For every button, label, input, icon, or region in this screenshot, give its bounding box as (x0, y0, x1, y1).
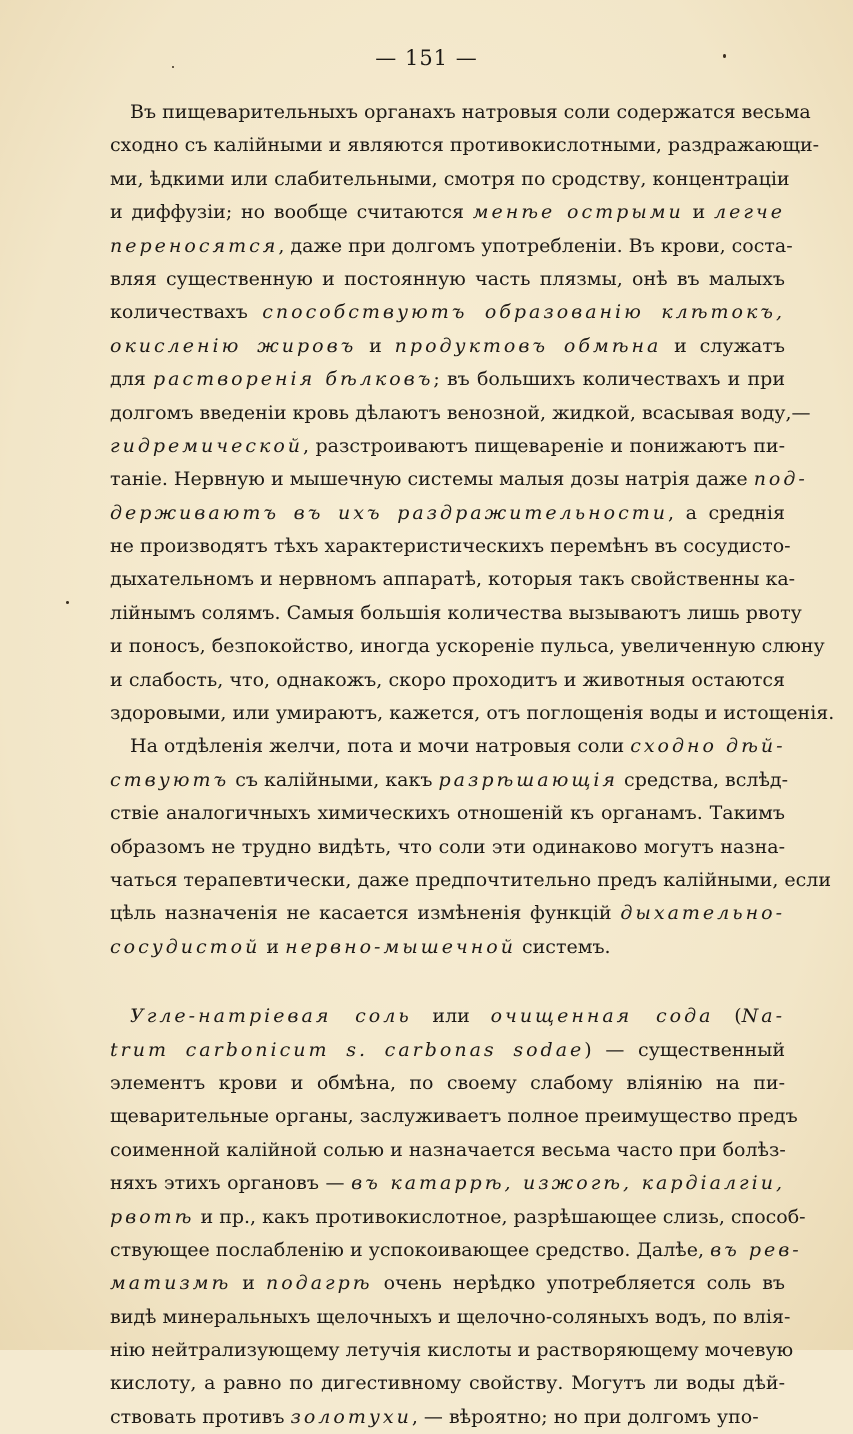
text-run: и (260, 935, 286, 958)
text-run: ми, ѣдкими или слабительными, смотря по сродству, концентраціи (110, 167, 790, 190)
text-run: соименной калійной солью и назначается весьма часто при болѣз- (110, 1138, 786, 1161)
emphasis-text: Угле-натріевая соль (130, 1005, 412, 1028)
text-run: или (411, 1005, 491, 1028)
text-line (110, 1334, 794, 1367)
emphasis-text: разрѣшающія (438, 768, 619, 791)
text-line (110, 664, 785, 697)
text-line (110, 563, 796, 596)
paper-speck (172, 66, 174, 68)
text-run: цѣль назначенія не касается измѣненія функцій (110, 902, 621, 925)
text-run: не производятъ тѣхъ характеристическихъ перемѣнъ въ сосудисто- (110, 535, 791, 558)
text-run: ствіе аналогичныхъ химическихъ отношеній къ органамъ. Такимъ (110, 802, 785, 825)
emphasis-text: нервно-мышечной (285, 935, 516, 958)
paper-speck (723, 54, 726, 58)
text-line (110, 96, 811, 129)
text-run: и диффузіи; но вообще считаются (110, 201, 473, 224)
text-line (110, 1367, 785, 1400)
emphasis-text: матизмѣ (110, 1272, 232, 1295)
text-run: , — вѣроятно; но при долгомъ упо- (411, 1405, 759, 1428)
page-number: — 151 — (375, 46, 478, 70)
text-run: ( (713, 1005, 742, 1028)
text-line (110, 1234, 802, 1267)
text-run: вляя существенную и постоянную часть плязмы, онѣ въ малыхъ (110, 267, 785, 290)
emphasis-text: сходно дѣй- (630, 735, 786, 758)
emphasis-text: менѣе острыми (472, 201, 684, 224)
emphasis-text: въ катаррѣ, изжогѣ, кардіалгіи, (351, 1172, 785, 1195)
text-run: На отдѣленія желчи, пота и мочи натровыя соли (130, 735, 631, 758)
text-run: нію нейтрализующему летучія кислоты и растворяющему мочевую (110, 1339, 794, 1362)
text-line (110, 864, 832, 897)
text-line (110, 1267, 785, 1300)
text-line (110, 1401, 785, 1434)
text-run: няхъ этихъ органовъ — (110, 1172, 352, 1195)
text-line (110, 163, 790, 196)
text-run: и служатъ (661, 334, 785, 357)
text-run: таніе. Нервную и мышечную системы малыя дозы натрія даже (110, 468, 754, 491)
text-line (110, 897, 785, 930)
text-run: количествахъ (110, 301, 263, 324)
text-run: лійнымъ солямъ. Самыя большія количества вызываютъ лишь рвоту (110, 601, 802, 624)
text-run: долгомъ введеніи кровь дѣлаютъ венозной, жидкой, всасывая воду,— (110, 401, 811, 424)
text-run: и (683, 201, 714, 224)
emphasis-text: переносятся (110, 234, 279, 257)
text-run: щеварительные органы, заслуживаетъ полное преимущество предъ (110, 1105, 798, 1128)
text-line (110, 196, 785, 229)
text-line (110, 1301, 791, 1334)
text-line (110, 129, 820, 162)
text-run: элементъ крови и обмѣна, по своему слабому вліянію на пи- (110, 1071, 785, 1094)
text-run: и поносъ, безпокойство, иногда ускореніе пульса, увеличенную слюну (110, 635, 825, 658)
emphasis-text: Na- (741, 1005, 786, 1028)
text-run: , даже при долгомъ употребленіи. Въ крови, соста- (278, 234, 793, 257)
text-line (110, 730, 785, 763)
text-line (110, 1100, 798, 1133)
text-run: ствующее послабленію и успокоивающее средство. Далѣе, (110, 1238, 711, 1261)
text-line (110, 263, 785, 296)
text-line (110, 764, 789, 797)
text-line (110, 430, 785, 463)
emphasis-text: способствуютъ образованію клѣтокъ, (262, 301, 785, 324)
emphasis-text: продуктовъ обмѣна (394, 334, 662, 357)
text-line (110, 1201, 806, 1234)
text-run: очень нерѣдко употребляется соль въ (372, 1272, 785, 1295)
paragraph-gap (110, 964, 785, 1000)
emphasis-text: держиваютъ въ ихъ раздражительности (110, 501, 668, 524)
text-line (110, 1034, 785, 1067)
text-line (110, 230, 793, 263)
text-run: и (231, 1272, 266, 1295)
emphasis-text: гидремической (110, 434, 304, 457)
emphasis-text: дыхательно- (620, 902, 785, 925)
text-run: и (356, 334, 395, 357)
text-line (110, 1167, 785, 1200)
text-line (110, 463, 808, 496)
emphasis-text: под- (753, 468, 808, 491)
emphasis-text: trum carbonicum s. carbonas sodae (110, 1038, 585, 1061)
text-run: и слабость, что, однакожъ, скоро проходитъ и животныя остаются (110, 668, 785, 691)
emphasis-text: рвотѣ (110, 1205, 195, 1228)
text-line (110, 597, 802, 630)
text-line (110, 797, 785, 830)
text-run: средства, вслѣд- (618, 768, 789, 791)
emphasis-text: легче (713, 201, 785, 224)
emphasis-text: въ рев- (710, 1238, 802, 1261)
emphasis-text: подагрѣ (266, 1272, 373, 1295)
text-line (110, 397, 811, 430)
page-body-text (110, 96, 835, 1434)
text-run: Въ пищеварительныхъ органахъ натровыя соли содержатся весьма (130, 101, 811, 123)
text-run: кислоту, а равно по дигестивному свойству. Могутъ ли воды дѣй- (110, 1372, 785, 1395)
text-run: для (110, 368, 153, 391)
text-run: съ калійными, какъ (229, 768, 439, 791)
text-line (110, 1067, 785, 1100)
text-line (110, 1000, 785, 1033)
text-run: , разстроиваютъ пищевареніе и понижаютъ пи- (303, 434, 785, 457)
text-run: ; въ большихъ количествахъ и при (433, 368, 786, 391)
text-run: , а среднія (667, 501, 785, 524)
text-line (110, 330, 785, 363)
paper-speck (66, 601, 69, 604)
emphasis-text: растворенія бѣлковъ (152, 368, 434, 391)
emphasis-text: окисленію жировъ (110, 334, 357, 357)
text-run: и пр., какъ противокислотное, разрѣшающее слизь, способ- (194, 1205, 806, 1228)
text-line (110, 497, 785, 530)
text-line (110, 363, 785, 396)
text-run: дыхательномъ и нервномъ аппаратѣ, которыя такъ свойственны ка- (110, 568, 796, 591)
text-run: системъ. (515, 935, 611, 958)
text-run: видѣ минеральныхъ щелочныхъ и щелочно-соляныхъ водъ, по влія- (110, 1305, 791, 1328)
text-line (110, 697, 835, 730)
text-line (110, 931, 785, 964)
text-run: ) — существенный (584, 1038, 785, 1061)
text-run: сходно съ калійными и являются противокислотными, раздражающи- (110, 134, 820, 157)
emphasis-text: сосудистой (110, 935, 261, 958)
text-line (110, 530, 791, 563)
text-line (110, 831, 785, 864)
emphasis-text: золотухи (290, 1405, 412, 1428)
text-line (110, 630, 825, 663)
text-line (110, 1134, 785, 1167)
text-run: ствовать противъ (110, 1405, 291, 1428)
text-line (110, 296, 785, 329)
emphasis-text: очищенная сода (490, 1005, 714, 1028)
emphasis-text: ствуютъ (110, 768, 230, 791)
text-run: чаться терапевтически, даже предпочтительно предъ калійными, если (110, 868, 832, 891)
text-run: образомъ не трудно видѣть, что соли эти одинаково могутъ назна- (110, 835, 785, 858)
text-run: здоровыми, или умираютъ, кажется, отъ поглощенія воды и истощенія. (110, 702, 835, 725)
